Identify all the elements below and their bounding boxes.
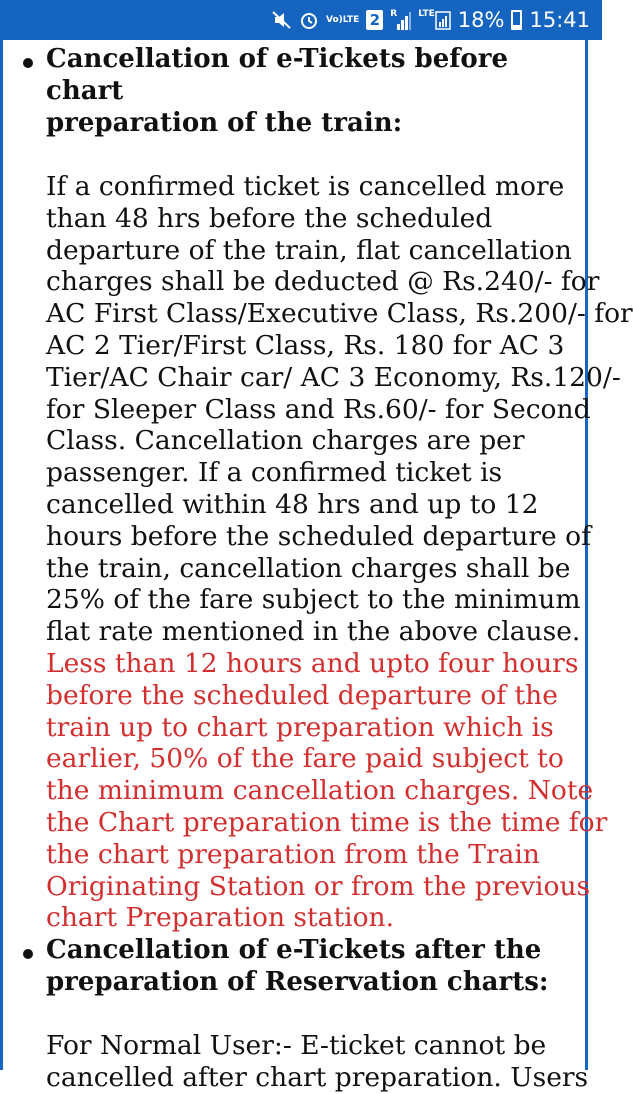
section-after-chart <box>3 934 589 1094</box>
cancellation-charges-paragraph <box>46 171 633 648</box>
volte-indicator <box>326 16 359 25</box>
red-text-line: earlier, 50% of the fare paid subject to <box>46 743 564 775</box>
section-before-chart <box>3 43 633 934</box>
text-line: cancelled within 48 hrs and up to 12 <box>46 488 539 520</box>
text-line: flat rate mentioned in the above clause. <box>46 616 581 648</box>
red-text-line: train up to chart preparation which is <box>46 711 554 743</box>
text-line: for Sleeper Class and Rs.60/- for Second <box>46 393 591 425</box>
title-line: preparation of the train: <box>46 108 403 138</box>
volte-bottom-text: LTE <box>342 14 360 25</box>
highlighted-note-paragraph <box>46 647 608 934</box>
bullet-icon <box>23 58 33 68</box>
battery-level-fill <box>513 25 520 28</box>
red-text-line: chart Preparation station. <box>46 902 395 934</box>
text-line: AC First Class/Executive Class, Rs.200/- for <box>46 298 633 330</box>
text-line: hours before the scheduled departure of <box>46 520 591 552</box>
lte-label: LTE <box>418 9 435 19</box>
title-line: Cancellation of e-Tickets before chart <box>46 44 509 106</box>
text-line: If a confirmed ticket is cancelled more <box>46 171 565 202</box>
text-line: For Normal User:- E-ticket cannot be <box>46 1030 547 1062</box>
section-title <box>46 934 577 998</box>
bullet-icon <box>23 949 33 959</box>
sim-slot-badge: 2 <box>366 10 383 30</box>
text-line: than 48 hrs before the scheduled <box>46 202 493 234</box>
battery-icon <box>511 10 522 30</box>
text-line: departure of the train, flat cancellation <box>46 234 572 266</box>
signal-icon <box>390 10 411 30</box>
red-text-line: Originating Station or from the previous <box>46 870 591 902</box>
section-title <box>46 43 577 139</box>
mute-icon <box>272 10 292 30</box>
text-line: passenger. If a confirmed ticket is <box>46 457 503 489</box>
title-line: Cancellation of e-Tickets after the <box>46 935 542 966</box>
text-line: Class. Cancellation charges are per <box>46 425 525 457</box>
normal-user-paragraph <box>46 1030 589 1094</box>
red-text-line: the Chart preparation time is the time for <box>46 806 608 838</box>
status-bar <box>0 0 602 40</box>
text-line: the train, cancellation charges shall be <box>46 552 571 584</box>
alarm-icon <box>299 10 319 30</box>
red-text-line: Less than 12 hours and upto four hours <box>46 647 579 679</box>
red-text-line: the minimum cancellation charges. Note <box>46 775 594 807</box>
signal-roaming-label: R <box>390 9 398 19</box>
clock-time: 15:41 <box>529 8 590 32</box>
lte-signal-icon <box>418 10 451 30</box>
text-line: cancelled after chart preparation. Users <box>46 1061 589 1093</box>
article-content <box>0 40 633 1093</box>
text-line: Tier/AC Chair car/ AC 3 Economy, Rs.120/- <box>46 361 621 393</box>
text-line: 25% of the fare subject to the minimum <box>46 584 581 616</box>
text-line: AC 2 Tier/First Class, Rs. 180 for AC 3 <box>46 329 565 361</box>
battery-percent: 18% <box>457 8 505 32</box>
red-text-line: the chart preparation from the Train <box>46 838 540 870</box>
volte-top-text: Vo) <box>325 14 343 25</box>
red-text-line: before the scheduled departure of the <box>46 679 558 711</box>
text-line: charges shall be deducted @ Rs.240/- for <box>46 266 600 298</box>
title-line: preparation of Reservation charts: <box>46 967 549 998</box>
